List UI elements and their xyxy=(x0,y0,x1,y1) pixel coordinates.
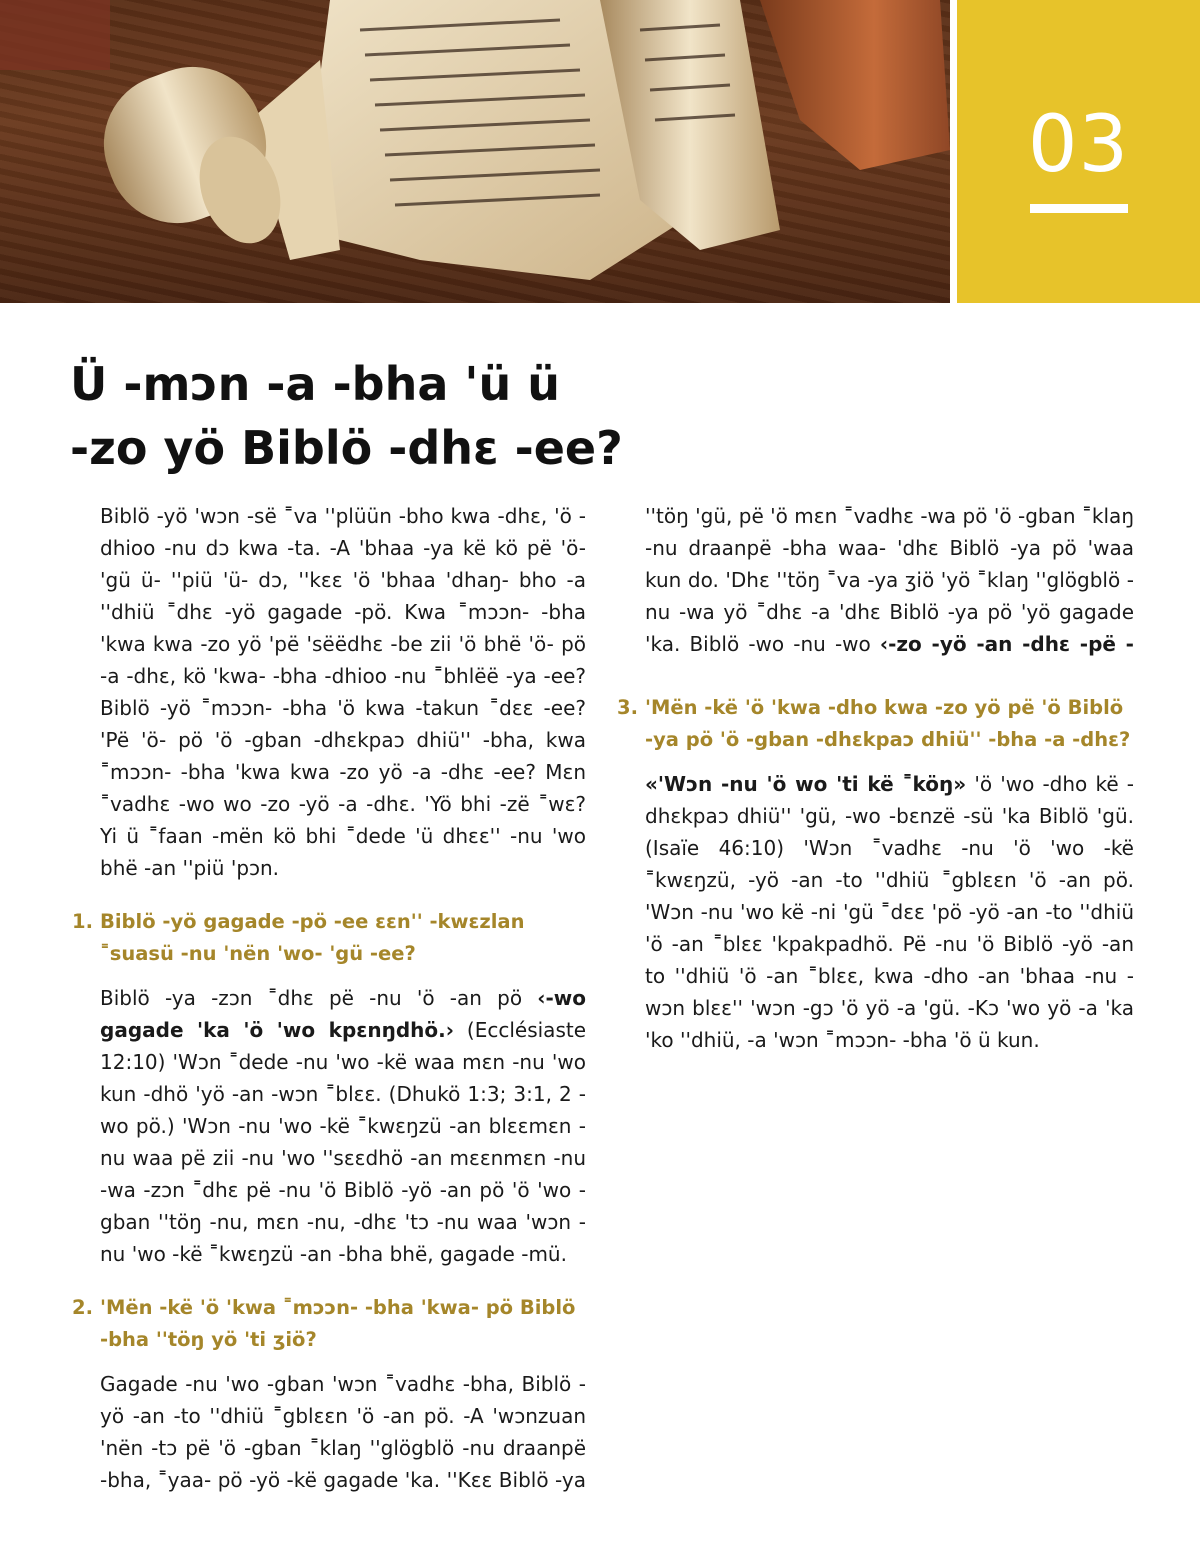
chapter-number: 03 xyxy=(1027,100,1130,190)
answer-1 xyxy=(100,982,586,1270)
answer-2-text-cont: ''töŋ 'gü, pë 'ö mɛn ˭vadhɛ -wa pö 'ö -gban ˭klaŋ -nu draanpë -bha waa- 'dhɛ Biblö -ya pö 'waa kun do. 'Dhɛ ''töŋ ˭va -ya ʒiö 'yö ˭klaŋ ''glögblö -nu -wa yö ˭dhɛ -a 'dhɛ Biblö -ya pö 'yö gagade 'ka. Biblö -wo -nu -wo xyxy=(645,504,1134,656)
answer-2-quote: ‹-zo -yö -an -dhɛ -pë - xyxy=(879,632,1134,656)
question-2-number: 2. xyxy=(72,1296,93,1319)
answer-3 xyxy=(645,768,1134,1056)
badge-underline xyxy=(1030,204,1128,213)
answer-2-flow xyxy=(645,500,1134,660)
question-2-text: 'Mën -kë 'ö 'kwa ˭mɔɔn- -bha 'kwa- pö Biblö -bha ''töŋ yö 'ti ʒiö? xyxy=(100,1296,576,1351)
question-3-text: 'Mën -kë 'ö 'kwa -dho kwa -zo yö pë 'ö Biblö -ya pö 'ö -gban -dhɛkpaɔ dhiü'' -bha -a -dhɛ? xyxy=(645,696,1131,751)
scroll-illustration xyxy=(0,0,950,303)
title-line-1: Ü -mɔn -a -bha 'ü ü xyxy=(70,357,560,411)
right-column xyxy=(617,500,1134,1056)
answer-1-quote: ‹-wo gagade 'ka 'ö 'wo kpɛnŋdhö.› xyxy=(100,986,586,1042)
question-1 xyxy=(72,906,586,970)
question-1-text: Biblö -yö gagade -pö -ee ɛɛn'' -kwɛzlan ˭suasü -nu 'nën 'wo- 'gü -ee? xyxy=(100,910,525,965)
chapter-badge xyxy=(957,0,1200,303)
answer-1-text: Biblö -ya -zɔn ˭dhɛ pë -nu 'ö -an pö xyxy=(100,986,538,1010)
answer-2-part-1 xyxy=(100,1368,586,1496)
answer-1-reference: (Ecclésiaste 12:10) 'Wɔn ˭dede -nu 'wo -kë waa mɛn -nu 'wo kun -dhö 'yö -an -wɔn ˭blɛɛ. (Dhukö 1:3; 3:1, 2 -wo pö.) 'Wɔn -nu 'wo -kë ˭kwɛŋzü -an blɛɛmɛn -nu waa pë zii -nu 'wo ''sɛɛdhö -an mɛɛnmɛn -nu -wa -zɔn ˭dhɛ pë -nu 'ö Biblö -yö -an pö 'ö 'wo -gban ''töŋ -nu, mɛn -nu, -dhɛ 'tɔ -nu waa 'wɔn -nu 'wo -kë ˭kwɛŋzü -an -bha bhë, gagade -mü. xyxy=(100,1018,587,1266)
intro-paragraph: Biblö -yö 'wɔn -së ˭va ''plüün -bho kwa -dhɛ, 'ö -dhioo -nu dɔ kwa -ta. -A 'bhaa -ya kë kö pë 'ö-'gü ü- ''piü 'ü- dɔ, ''kɛɛ 'ö 'bhaa 'dhaŋ- bho -a ''dhiü ˭dhɛ -yö gagade -pö. Kwa ˭mɔɔn- -bha 'kwa kwa -zo yö 'pë 'sëëdhɛ -be zii 'ö bhë 'ö- pö -a -dhɛ, kö 'kwa- -bha -dhioo -nu ˭bhlëë -ya -ee? Biblö -yö ˭mɔɔn- -bha 'ö kwa -takun ˭dɛɛ -ee? 'Pë 'ö- pö 'ö -gban -dhɛkpaɔ dhiü'' -bha, kwa ˭mɔɔn- -bha 'kwa kwa -zo yö -a -dhɛ -ee? Mɛn ˭vadhɛ -wo wo -zo -yö -a -dhɛ. 'Yö bhi -zë ˭wɛ? Yi ü ˭faan -mën kö bhi ˭dede 'ü dhɛɛ'' -nu 'wo bhë -an ''piü 'pɔn. xyxy=(100,504,586,880)
page-title xyxy=(70,352,670,480)
question-1-number: 1. xyxy=(72,910,93,933)
hero-photo xyxy=(0,0,950,303)
answer-3-quote: «'Wɔn -nu 'ö wo 'ti kë ˭köŋ» xyxy=(645,772,967,796)
left-column xyxy=(72,500,587,1496)
answer-2-continued xyxy=(645,500,1134,660)
title-line-2: -zo yö Biblö -dhɛ -ee? xyxy=(70,421,623,475)
question-3 xyxy=(617,692,1134,756)
answer-3-text: 'ö 'wo -dho kë -dhɛkpaɔ dhiü'' 'gü, -wo -bɛnzë -sü 'ka Biblö 'gü. (Isaïe 46:10) 'Wɔn ˭vadhɛ -nu 'ö 'wo -kë ˭kwɛŋzü, -yö -an -to ''dhiü ˭gblɛɛn 'ö -an pö. 'Wɔn -nu 'wo kë -ni 'gü ˭dɛɛ 'pö -yö -an -to ''dhiü 'ö -an ˭blɛɛ 'kpakpadhö. Pë -nu 'ö Biblö -yö -an to ''dhiü 'ö -an ˭blɛɛ, kwa -dho -an 'bhaa -nu -wɔn blɛɛ'' 'wɔn -gɔ 'ö yö -a 'gü. -Kɔ 'wo yö -a 'ka 'ko ''dhiü, -a 'wɔn ˭mɔɔn- -bha 'ö ü kun. xyxy=(645,772,1134,1052)
answer-2-text: Gagade -nu 'wo -gban 'wɔn ˭vadhɛ -bha, Biblö -yö -an -to ''dhiü ˭gblɛɛn 'ö -an pö. -A 'wɔnzuan 'nën -tɔ pë 'ö -gban ˭klaŋ ''glögblö -nu draanpë -bha, ˭yaa- pö -yö -kë gagade 'ka. ''Kɛɛ Biblö -ya xyxy=(100,1372,586,1492)
question-2 xyxy=(72,1292,586,1356)
question-3-number: 3. xyxy=(617,696,638,719)
